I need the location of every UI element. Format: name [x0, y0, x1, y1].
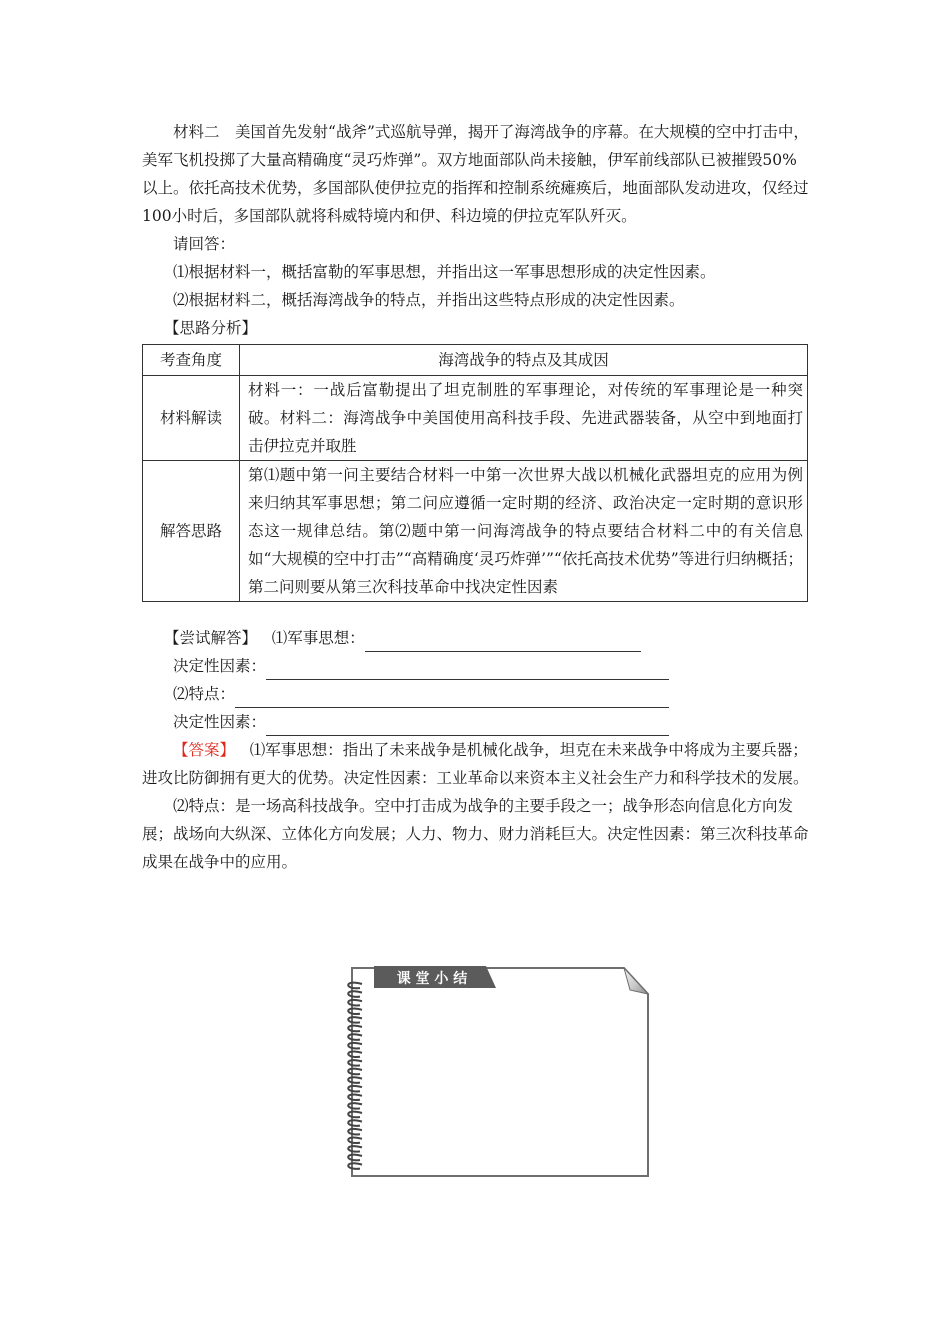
table-header-angle: 考查角度: [143, 345, 240, 376]
table-header-row: [143, 345, 808, 376]
question-one: ⑴根据材料一，概括富勒的军事思想，并指出这一军事思想形成的决定性因素。: [173, 263, 716, 281]
answer-paragraph-2: ⑵特点：是一场高科技战争。空中打击成为战争的主要手段之一；战争形态向信息化方向发展；战场向大纵深、立体化方向发展；人力、物力、财力消耗巨大。决定性因素：第三次科技革命成果在战争中的应用。: [142, 797, 809, 871]
attempt-line-3: [142, 680, 810, 708]
answer-paragraph-1: [142, 736, 810, 792]
answer-blank-2[interactable]: [266, 659, 669, 680]
attempt-section: [142, 624, 810, 736]
document-body: [142, 118, 810, 876]
attempt-label-3: ⑵特点：: [173, 685, 236, 703]
class-summary-notebook: [340, 962, 652, 1180]
answer-blank-3[interactable]: [235, 687, 669, 708]
material-two-text: 美国首先发射“战斧”式巡航导弹，揭开了海湾战争的序幕。在大规模的空中打击中，美军飞机投掷了大量高精确度“灵巧炸弹”。双方地面部队尚未接触，伊军前线部队已被摧毁50%以上。依托高技术优势，多国部队使伊拉克的指挥和控制系统瘫痪后，地面部队发动进攻，仅经过100小时后，多国部队就将科威特境内和伊、科边境的伊拉克军队歼灭。: [142, 123, 809, 225]
attempt-label-4: 决定性因素：: [173, 713, 267, 731]
table-row-text: 第⑴题中第一问主要结合材料一中第一次世界大战以机械化武器坦克的应用为例来归纳其军事思想；第二问应遵循一定时期的经济、政治决定一定时期的意识形态这一规律总结。第⑵题中第一问海湾战争的特点要结合材料二中的有关信息如“大规模的空中打击”“高精确度‘灵巧炸弹’”“依托高技术优势”等进行归纳概括；第二问则要从第三次科技革命中找决定性因素: [240, 461, 808, 602]
answer-blank-4[interactable]: [266, 715, 669, 736]
analysis-heading: 【思路分析】: [164, 319, 258, 337]
table-row-label: 材料解读: [143, 376, 240, 461]
question-prompt: 请回答：: [173, 235, 236, 253]
notebook-page: [352, 968, 648, 1176]
table-row-label: 解答思路: [143, 461, 240, 602]
notebook-graphic: [340, 962, 652, 1180]
material-two-paragraph: [142, 118, 810, 230]
attempt-line-4: [142, 708, 810, 736]
attempt-label-1: ⑴军事思想：: [271, 629, 365, 647]
question-two: ⑵根据材料二，概括海湾战争的特点，并指出这些特点形成的决定性因素。: [173, 291, 685, 309]
analysis-table: [142, 344, 808, 602]
table-header-topic: 海湾战争的特点及其成因: [240, 345, 808, 376]
attempt-line-2: [142, 652, 810, 680]
attempt-heading: 【尝试解答】: [164, 629, 258, 647]
table-row-text: 材料一：一战后富勒提出了坦克制胜的军事理论，对传统的军事理论是一种突破。材料二：海湾战争中美国使用高科技手段、先进武器装备，从空中到地面打击伊拉克并取胜: [240, 376, 808, 461]
attempt-label-2: 决定性因素：: [173, 657, 267, 675]
summary-title: 课 堂 小 结: [396, 971, 468, 987]
table-row: [143, 376, 808, 461]
table-row: [143, 461, 808, 602]
attempt-line-1: [142, 624, 810, 652]
answer-label: 【答案】: [173, 741, 236, 759]
answer-blank-1[interactable]: [365, 631, 641, 652]
answer-text-1: ⑴军事思想：指出了未来战争是机械化战争，坦克在未来战争中将成为主要兵器；进攻比防御拥有更大的优势。决定性因素：工业革命以来资本主义社会生产力和科学技术的发展。: [142, 741, 809, 787]
material-two-label: 材料二: [173, 123, 220, 141]
